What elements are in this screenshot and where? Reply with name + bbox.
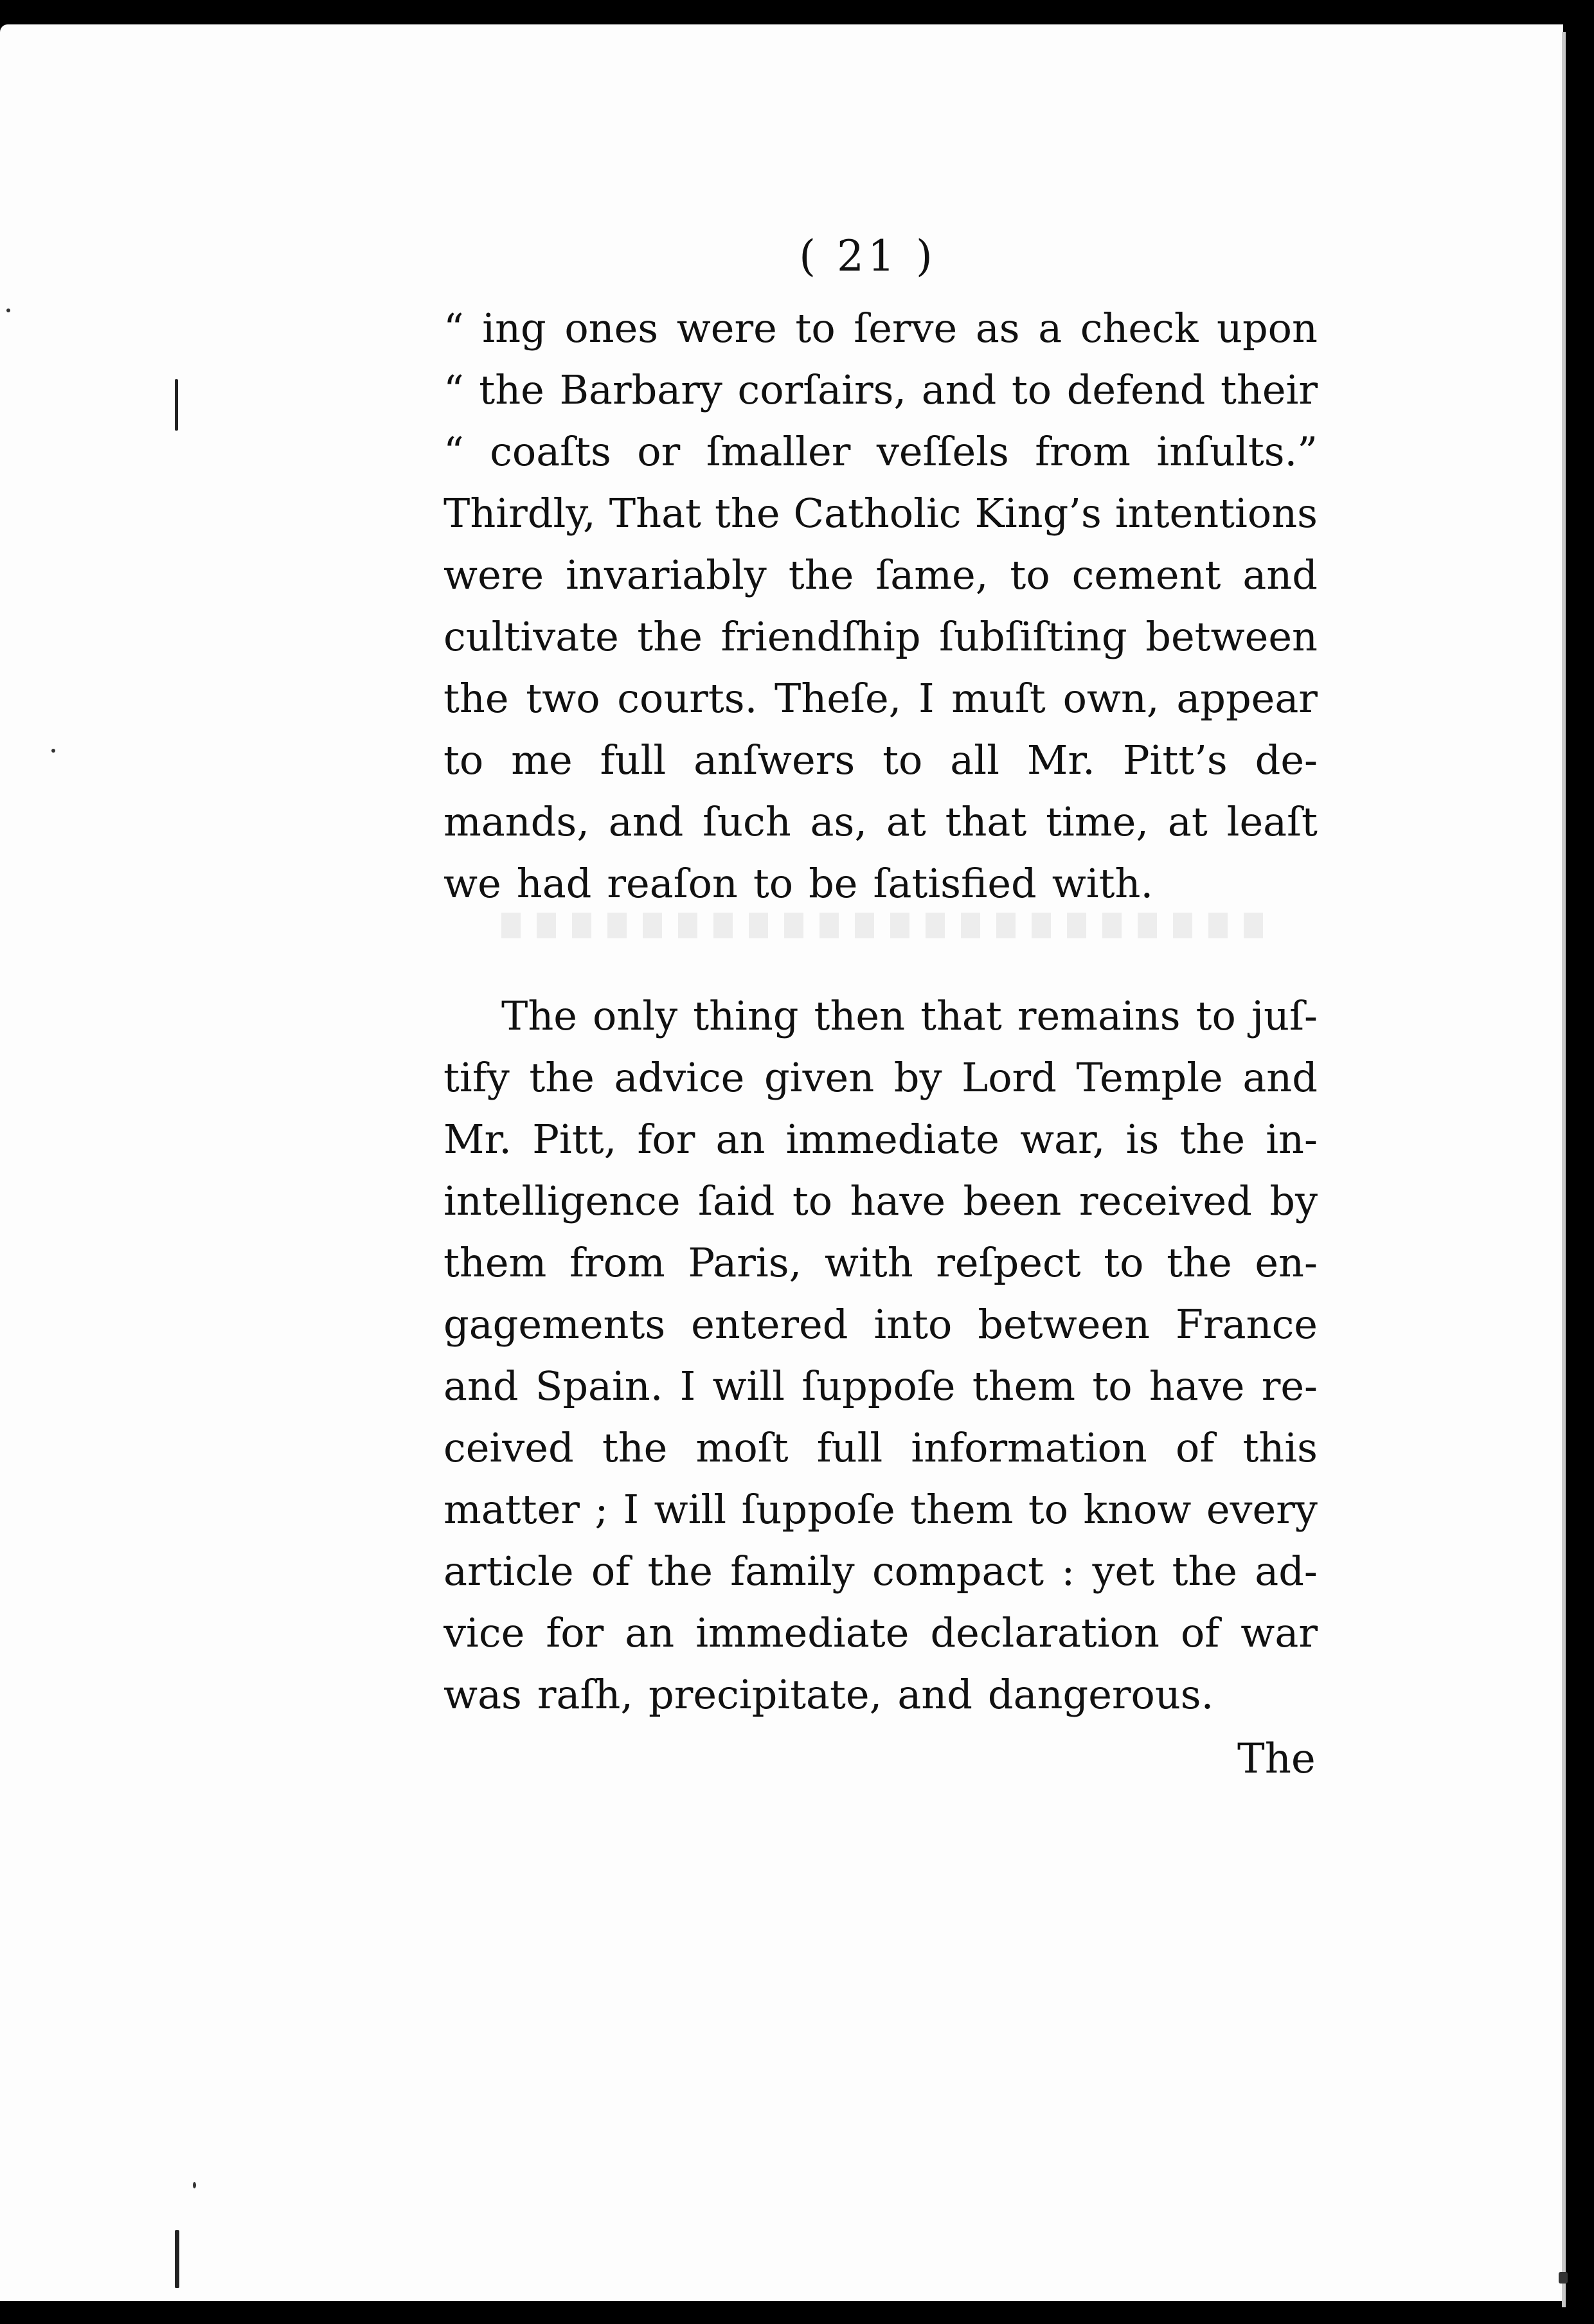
binding-mark bbox=[175, 379, 178, 431]
text-block bbox=[443, 231, 1318, 1726]
binding-mark bbox=[175, 2230, 179, 2288]
text-line: article of the family compact : yet the ad- bbox=[443, 1548, 1318, 1595]
text-line: intelligence ſaid to have been received by bbox=[443, 1177, 1318, 1224]
text-line: “ coaſts or ſmaller veſſels from inſults.” bbox=[443, 428, 1318, 475]
text-line: tify the advice given by Lord Temple and bbox=[443, 1054, 1318, 1101]
text-line: to me full anſwers to all Mr. Pitt’s de- bbox=[443, 737, 1318, 783]
text-line: vice for an immediate declaration of war bbox=[443, 1609, 1318, 1656]
ink-speck bbox=[193, 2182, 196, 2188]
text-line: the two courts. Theſe, I muſt own, appear bbox=[443, 675, 1318, 722]
paragraph-gap bbox=[443, 915, 1318, 985]
catchword: The bbox=[1237, 1735, 1316, 1783]
text-line: Mr. Pitt, for an immediate war, is the in- bbox=[443, 1116, 1318, 1163]
paragraphs bbox=[443, 298, 1318, 1726]
ink-speck bbox=[1559, 2272, 1568, 2284]
ink-speck bbox=[6, 308, 10, 312]
text-line: mands, and ſuch as, at that time, at leaſt bbox=[443, 798, 1318, 845]
text-line: them from Paris, with reſpect to the en- bbox=[443, 1239, 1318, 1286]
text-line: and Spain. I will ſuppoſe them to have re- bbox=[443, 1363, 1318, 1409]
page-edge bbox=[1562, 32, 1566, 2307]
text-line: were invariably the ſame, to cement and bbox=[443, 551, 1318, 598]
text-line: gagements entered into between France bbox=[443, 1301, 1318, 1348]
ink-speck bbox=[51, 749, 55, 753]
text-line: “ the Barbary corſairs, and to defend their bbox=[443, 366, 1318, 413]
paragraph bbox=[443, 985, 1318, 1726]
text-line: The only thing then that remains to juſ- bbox=[501, 992, 1318, 1039]
text-line: ceived the moſt full information of this bbox=[443, 1424, 1318, 1471]
paragraph bbox=[443, 298, 1318, 915]
text-line: Thirdly, That the Catholic King’s intentions bbox=[443, 490, 1318, 537]
text-line: we had reaſon to be ſatisfied with. bbox=[443, 860, 1154, 907]
text-line: “ ing ones were to ſerve as a check upon bbox=[443, 305, 1318, 352]
text-line: was raſh, precipitate, and dangerous. bbox=[443, 1671, 1214, 1718]
page-number-header: ( 21 ) bbox=[799, 231, 936, 281]
text-line: cultivate the friendſhip ſubſiſting between bbox=[443, 613, 1318, 660]
text-line: matter ; I will ſuppoſe them to know every bbox=[443, 1486, 1318, 1533]
